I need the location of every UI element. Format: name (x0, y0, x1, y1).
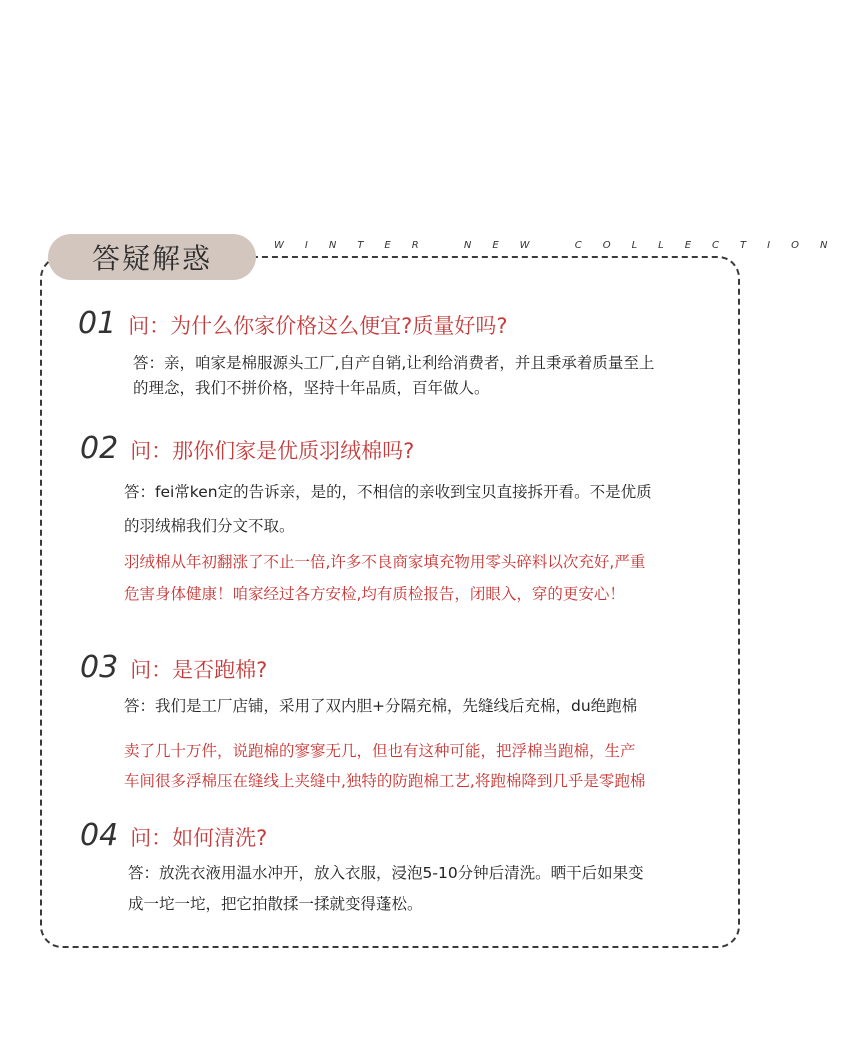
faq-question-4 (80, 818, 267, 853)
answer-line: 的理念，我们不拼价格，坚持十年品质，百年做人。 (133, 379, 490, 397)
answer-line: 答：fei常ken定的告诉亲，是的，不相信的亲收到宝贝直接拆开看。不是优质 (124, 483, 652, 501)
question-number: 04 (80, 818, 119, 853)
warning-line: 车间很多浮棉压在缝线上夹缝中,独特的防跑棉工艺,将跑棉降到几乎是零跑棉 (124, 772, 646, 790)
question-text: 问：如何清洗? (130, 826, 268, 850)
answer-line: 答：亲，咱家是棉服源头工厂,自产自销,让利给消费者，并且秉承着质量至上 (133, 354, 655, 372)
section-title: 答疑解惑 (48, 234, 256, 280)
answer-line: 答：我们是工厂店铺，采用了双内胆+分隔充棉，先缝线后充棉，du绝跑棉 (124, 697, 638, 715)
warning-line: 羽绒棉从年初翻涨了不止一倍,许多不良商家填充物用零头碎料以次充好,严重 (124, 553, 646, 571)
warning-line: 危害身体健康！咱家经过各方安检,均有质检报告，闭眼入，穿的更安心！ (124, 585, 625, 603)
question-number: 02 (80, 431, 119, 466)
answer-line: 答：放洗衣液用温水冲开，放入衣服，浸泡5-10分钟后清洗。晒干后如果变 (128, 864, 644, 882)
warning-line: 卖了几十万件，说跑棉的寥寥无几，但也有这种可能，把浮棉当跑棉，生产 (124, 742, 636, 760)
question-number: 03 (80, 650, 119, 685)
faq-question-1 (78, 306, 507, 341)
question-text: 问：是否跑棉? (130, 658, 268, 682)
collection-tagline: WINTER NEW COLLECTION (270, 240, 852, 251)
answer-line: 的羽绒棉我们分文不取。 (124, 517, 295, 535)
question-text: 问：为什么你家价格这么便宜?质量好吗? (128, 314, 508, 338)
question-text: 问：那你们家是优质羽绒棉吗? (130, 439, 415, 463)
faq-question-2 (80, 431, 414, 466)
question-number: 01 (78, 306, 117, 341)
answer-line: 成一坨一坨，把它拍散揉一揉就变得蓬松。 (128, 895, 423, 913)
faq-question-3 (80, 650, 267, 685)
